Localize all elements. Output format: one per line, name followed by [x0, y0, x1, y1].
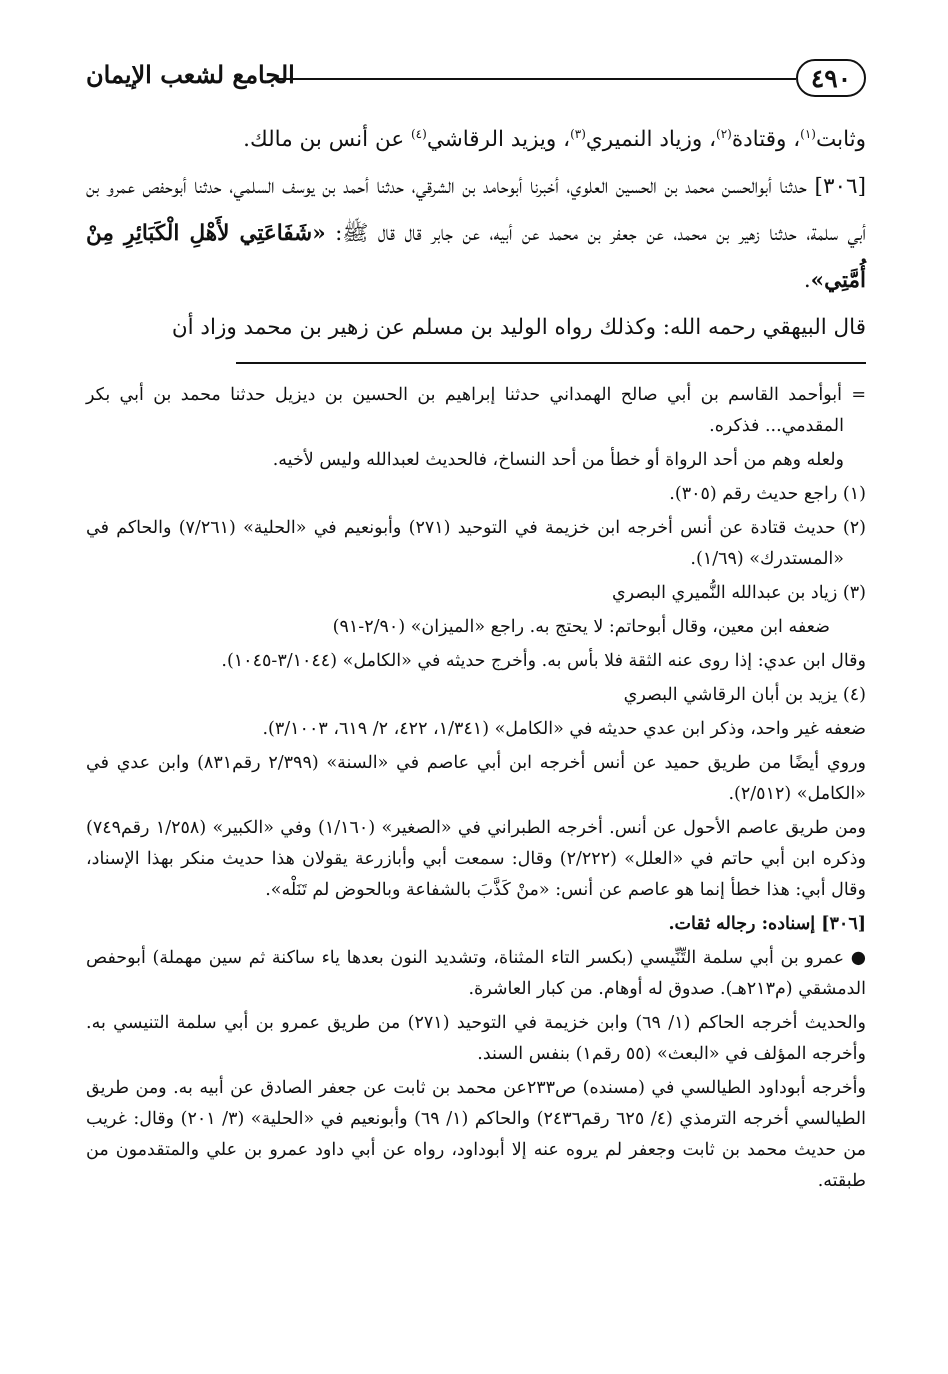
footnote-306-takhrij-b: وأخرجه أبوداود الطيالسي في (مسنده) ص٢٣٣عن محمد بن ثابت عن جعفر الصادق عن أبيه به. ومن طريق الطيالسي أخرجه الترمذي (٤/ ٦٢٥ رقم٢٤٣٦) والحاكم (١/ ٦٩) وأبونعيم في «الحلية» (٣/ ٢٠١) وقال: غريب من حديث محمد بن ثابت وجعفر لم يروه عنه إلا أبوداود، رواه عن أبي داود عمرو بن علي والمتقدمون من طبقته. — [86, 1078, 866, 1191]
footnote-separator — [236, 362, 866, 364]
footnote-marker-4: (٤) — [410, 126, 427, 141]
footnote-1: (١) راجع حديث رقم (٣٠٥). — [669, 484, 866, 504]
footnote-3-heading: (٣) زياد بن عبدالله النُّميري البصري — [611, 583, 866, 603]
footnote-4-text-a: ضعفه غير واحد، وذكر ابن عدي حديثه في «الكامل» (١/٣٤١، ٤٢٢، ٢/ ٦١٩، ٣/١٠٠٣). — [262, 719, 866, 739]
narrator-thabit: وثابت — [815, 127, 866, 152]
narrators-line — [86, 116, 866, 163]
footnote-marker-1: (١) — [800, 126, 816, 141]
footnote-2: (٢) حديث قتادة عن أنس أخرجه ابن خزيمة في التوحيد (٢٧١) وأبونعيم في «الحلية» (٧/٢٦١) والحاكم في «المستدرك» (١/٦٩). — [86, 518, 866, 569]
narrator-yazid: ، ويزيد الرقاشي — [426, 127, 571, 152]
hadith-matn: «شَفَاعَتِي لأَهْلِ الْكَبَائِرِ مِنْ أُمَّتِي» — [86, 221, 866, 293]
footnote-marker-3: (٣) — [570, 126, 586, 141]
footnote-marker-2: (٢) — [716, 126, 732, 141]
bayhaqi-comment: قال البيهقي رحمه الله: وكذلك رواه الوليد بن مسلم عن زهير بن محمد وزاد أن — [171, 315, 866, 340]
running-title: الجامع لشعب الإيمان — [86, 60, 295, 89]
narrator-qatada: ، وقتادة — [731, 127, 801, 152]
footnote-306-heading: [٣٠٦] إسناده: رجاله ثقات. — [668, 914, 866, 934]
page-number-badge: ٤٩٠ — [796, 59, 866, 97]
footnote-306-takhrij-a: والحديث أخرجه الحاكم (١/ ٦٩) وابن خزيمة في التوحيد (٢٧١) من طريق عمرو بن أبي سلمة التنيسي به. وأخرجه المؤلف في «البعث» (٥٥ رقم١) بنفس السند. — [86, 1013, 866, 1064]
footnote-306-narrator: ● عمرو بن أبي سلمة التِّنِّيسي (بكسر التاء المثناة، وتشديد النون بعدها ياء ساكنة ثم سين مهملة) أبوحفص الدمشقي (م٢١٣هـ). صدوق له أوهام. من كبار العاشرة. — [86, 948, 866, 999]
footnotes — [86, 380, 866, 1200]
main-text — [86, 116, 866, 351]
header-rule — [274, 78, 796, 80]
narrator-ziyad: ، وزياد النميري — [585, 127, 717, 152]
hadith-isnad: [٣٠٦] حدثنا أبوالحسن محمد بن الحسين العلوي، أخبرنا أبوحامد بن الشرقي، حدثنا أحمد بن يوسف السلمي، حدثنا أبوحفص عمرو بن أبي سلمة، حدثنا زهير بن محمد، عن جعفر بن محمد عن أبيه، عن جابر قال قال ﷺ: — [86, 174, 866, 246]
narrator-anas: عن أنس بن مالك. — [243, 127, 411, 152]
footnote-continuation-remark: ولعله وهم من أحد الرواة أو خطأ من أحد النساخ، فالحديث لعبدالله وليس لأخيه. — [272, 450, 844, 470]
page-header — [86, 56, 866, 104]
footnote-4-text-c: ومن طريق عاصم الأحول عن أنس. أخرجه الطبراني في «الصغير» (١/١٦٠) وفي «الكبير» (١/٢٥٨ رقم٧٤٩) وذكره ابن أبي حاتم في «العلل» (٢/٢٢٢) وقال: سمعت أبي وأبازرعة يقولان هذا حديث منكر بهذا الإسناد، وقال أبي: هذا خطأ إنما هو عاصم عن أنس: «منْ كَذَّبَ بالشفاعة وبالحوض لم تَنَلْه». — [86, 818, 866, 900]
footnote-3-text-a: ضعفه ابن معين، وقال أبوحاتم: لا يحتج به. راجع «الميزان» (٢/٩٠-٩١) — [332, 617, 830, 637]
footnote-continuation: = أبوأحمد القاسم بن أبي صالح الهمداني حدثنا إبراهيم بن الحسين بن ديزيل حدثنا محمد بن أبي بكر المقدمي... فذكره. — [86, 385, 866, 436]
footnote-3-text-b: وقال ابن عدي: إذا روى عنه الثقة فلا بأس به. وأخرج حديثه في «الكامل» (٣/١٠٤٤-١٠٤٥). — [221, 651, 866, 671]
hadith-306 — [86, 163, 866, 304]
footnote-4-heading: (٤) يزيد بن أبان الرقاشي البصري — [623, 685, 866, 705]
footnote-4-text-b: وروي أيضًا من طريق حميد عن أنس أخرجه ابن أبي عاصم في «السنة» (٢/٣٩٩ رقم٨٣١) وابن عدي في «الكامل» (٢/٥١٢). — [86, 753, 866, 804]
hadith-end: . — [803, 268, 811, 293]
